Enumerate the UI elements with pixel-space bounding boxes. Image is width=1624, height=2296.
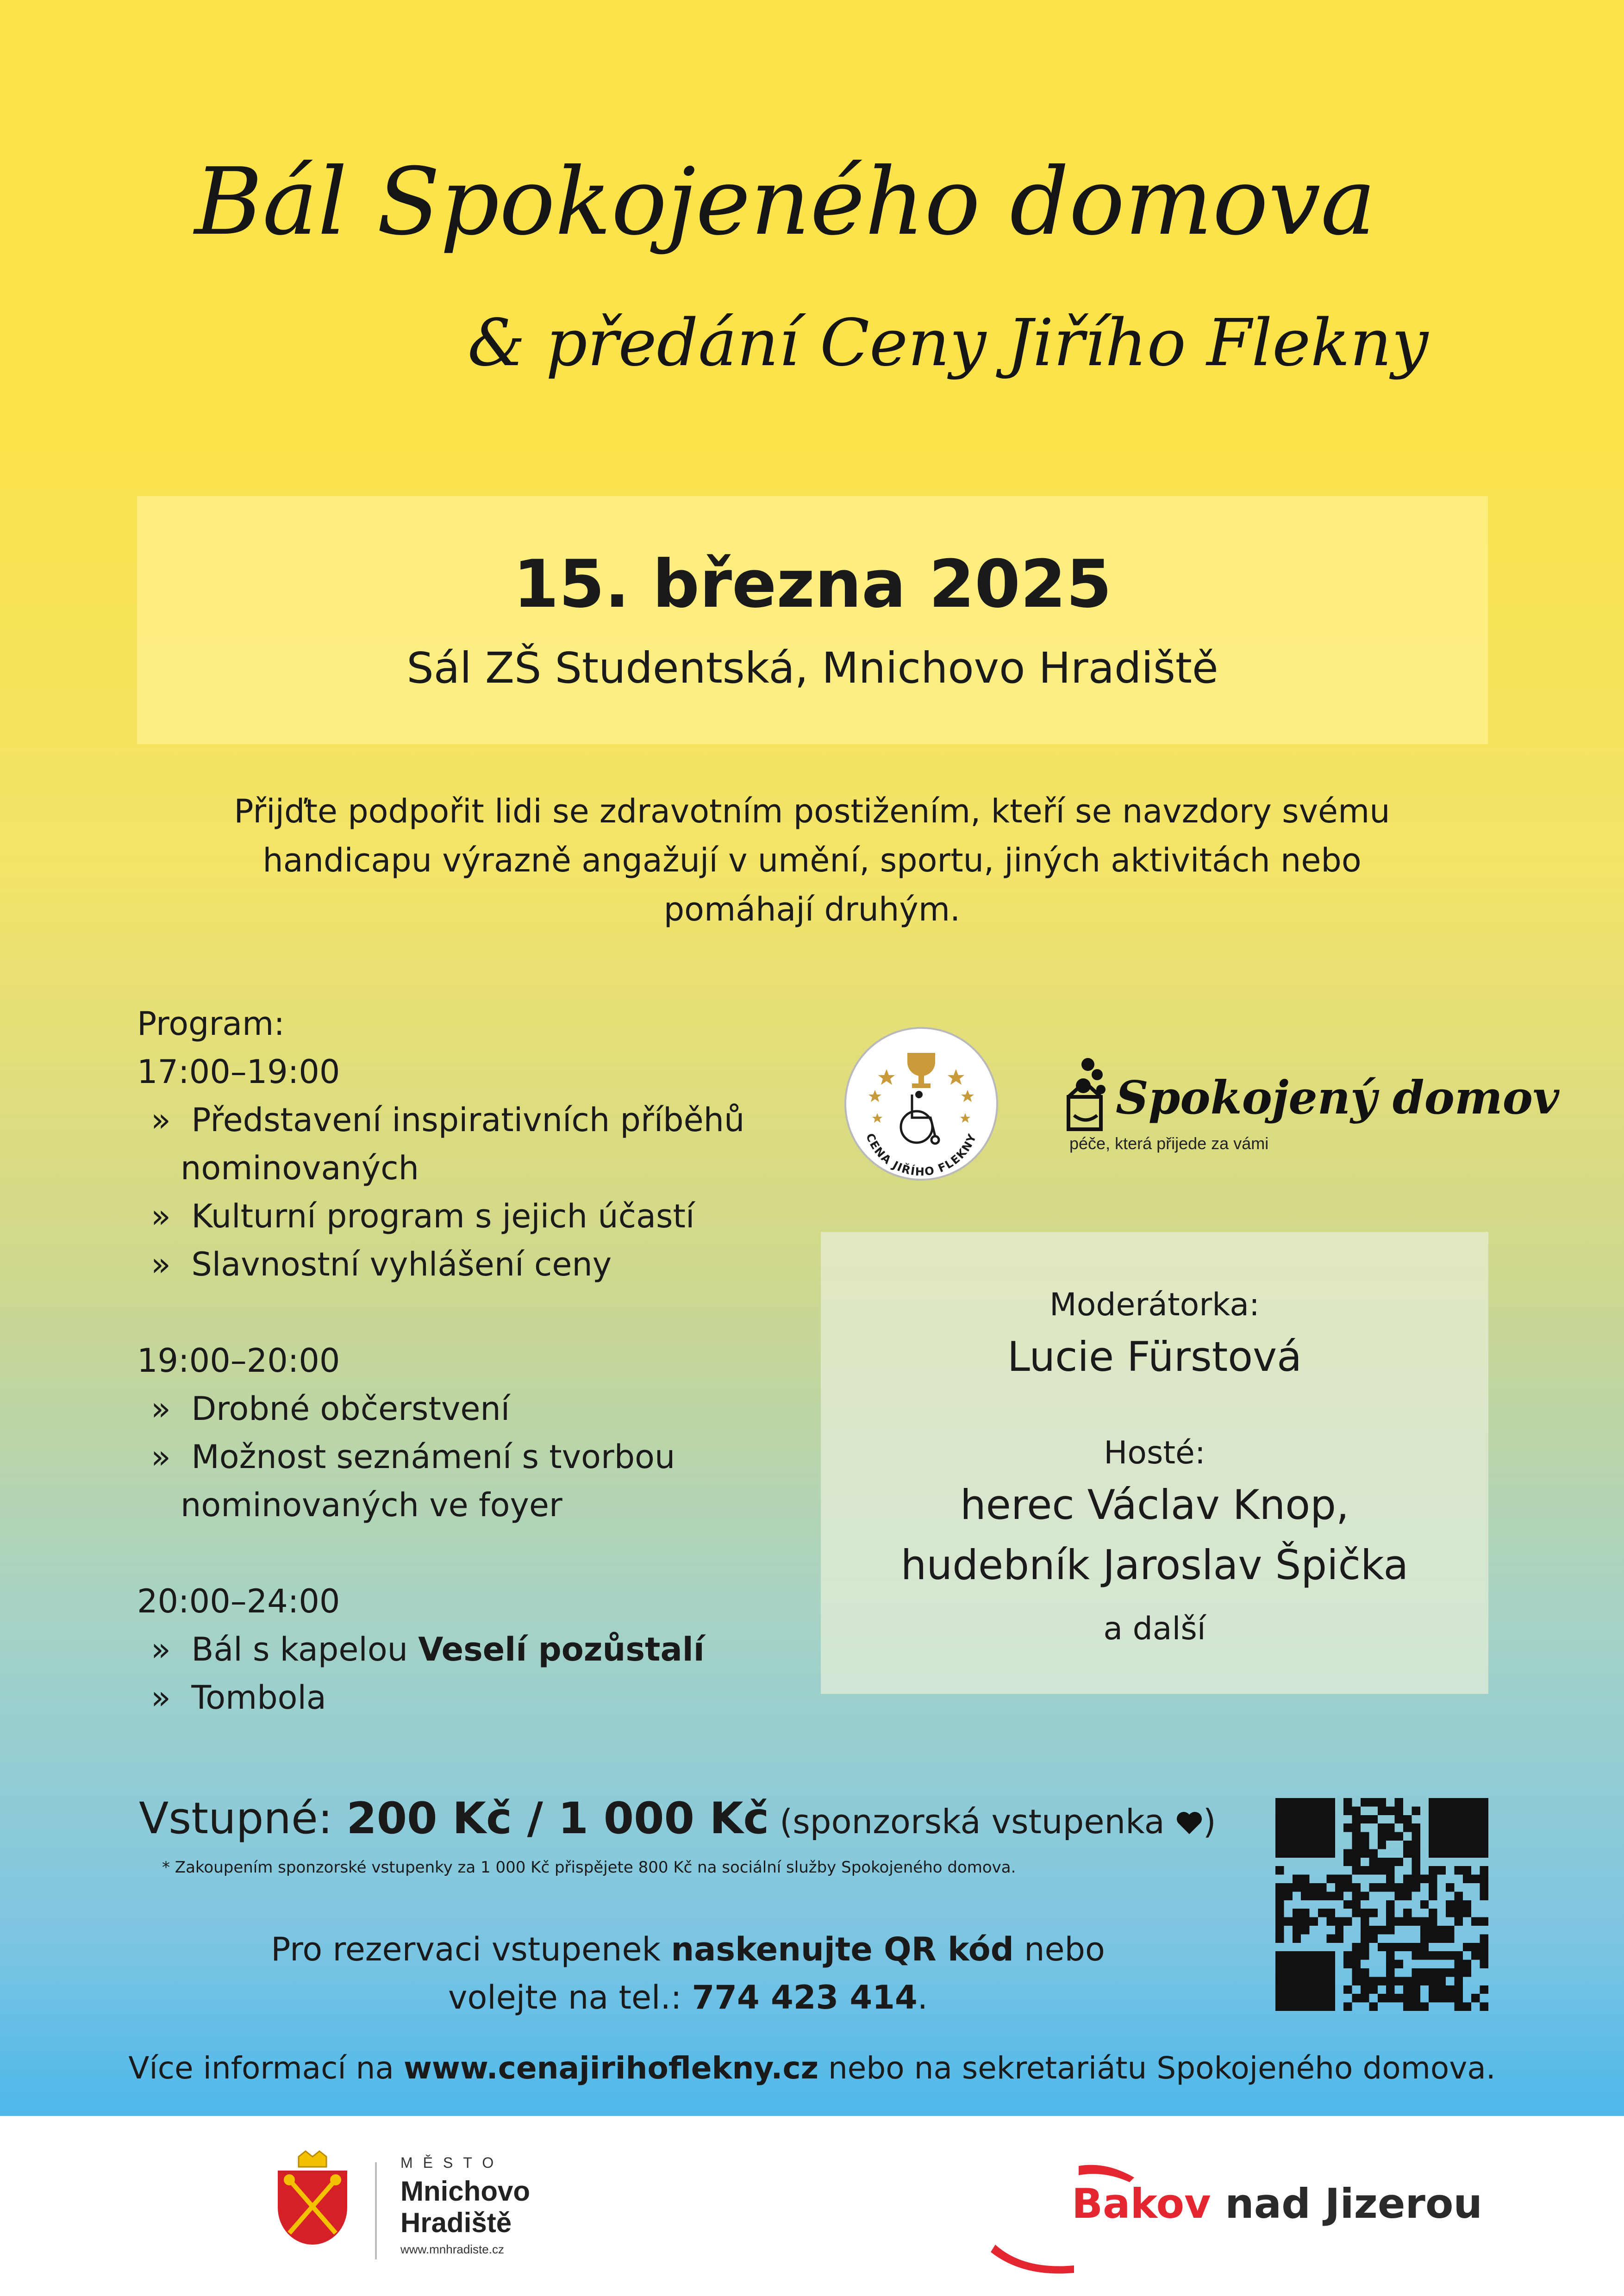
program-item: » Představení inspirativních příběhů — [151, 1101, 745, 1139]
poster-title: Bál Spokojeného domova — [194, 148, 1376, 256]
scan-qr-text: naskenujte QR kód — [671, 1930, 1014, 1968]
bullet: » — [151, 1197, 171, 1235]
mnhradiste-url: www.mnhradiste.cz — [400, 2242, 504, 2256]
heart-icon — [1175, 1810, 1203, 1835]
mnichovo-label: Mnichovo — [400, 2176, 530, 2207]
bullet: » — [151, 1390, 171, 1428]
intro-line: pomáhají druhým. — [663, 890, 961, 928]
ticket-footnote: * Zakoupením sponzorské vstupenky za 1 000 Kč přispějete 800 Kč na sociální služby Spokojeného domova. — [162, 1858, 1016, 1877]
phone-number[interactable]: 774 423 414 — [692, 1979, 918, 2016]
ticket-amounts: 200 Kč / 1 000 Kč — [346, 1793, 769, 1844]
moderator-label: Moderátorka: — [1049, 1287, 1260, 1323]
cena-logo-text: CENA JIŘÍHO FLEKNY — [863, 1131, 980, 1179]
event-venue: Sál ZŠ Studentská, Mnichovo Hradiště — [406, 643, 1218, 693]
intro-text — [194, 787, 1430, 934]
guest-1: herec Václav Knop, — [960, 1481, 1349, 1529]
guests-label: Hosté: — [1104, 1435, 1206, 1471]
program-item: » Tombola — [151, 1679, 326, 1717]
footer-divider — [375, 2162, 377, 2259]
program-item: » Drobné občerstvení — [151, 1390, 510, 1428]
bullet: » — [151, 1438, 171, 1476]
guests-more: a další — [1103, 1611, 1206, 1647]
bullet: » — [151, 1679, 171, 1717]
bullet: » — [151, 1630, 171, 1668]
program-item: » Možnost seznámení s tvorbou — [151, 1438, 675, 1476]
intro-line: Přijďte podpořit lidi se zdravotním postižením, kteří se navzdory svému — [234, 792, 1390, 830]
ticket-label: Vstupné: — [139, 1793, 347, 1844]
program-item-cont: nominovaných — [181, 1149, 419, 1187]
ticket-price: Vstupné: 200 Kč / 1 000 Kč (sponzorská vstupenka ) — [139, 1793, 1216, 1844]
bullet: » — [151, 1101, 171, 1139]
event-date: 15. března 2025 — [513, 546, 1112, 622]
band-name: Veselí pozůstalí — [418, 1630, 705, 1668]
program-time: 19:00–20:00 — [137, 1342, 340, 1380]
moderator-name: Lucie Fürstová — [1007, 1333, 1302, 1381]
ticket-note: (sponzorská vstupenka — [769, 1802, 1175, 1841]
poster-subtitle: & předání Ceny Jiřího Flekny — [468, 305, 1429, 381]
spokojeny-domov-name: Spokojený domov — [1116, 1071, 1559, 1125]
qr-code-icon[interactable] — [1275, 1798, 1488, 2011]
bullet: » — [151, 1245, 171, 1283]
program-item: » Bál s kapelou Veselí pozůstalí — [151, 1630, 705, 1668]
bakov-label — [1072, 2180, 1482, 2228]
website-link[interactable]: www.cenajirihoflekny.cz — [403, 2050, 818, 2086]
mesto-label: MĚSTO — [400, 2154, 504, 2171]
bakov-rest-words: nad Jizerou — [1211, 2180, 1483, 2228]
reservation-info: Pro rezervaci vstupenek naskenujte QR kód nebo volejte na tel.: 774 423 414. — [271, 1930, 1105, 2016]
spokojeny-domov-tagline: péče, která přijede za vámi — [1069, 1134, 1269, 1153]
program-time: 17:00–19:00 — [137, 1053, 340, 1091]
guest-2: hudebník Jaroslav Špička — [900, 1541, 1409, 1589]
cena-jiriho-flekny-logo — [843, 1025, 1000, 1182]
hradiste-label: Hradiště — [400, 2207, 512, 2238]
bakov-red-word: Bakov — [1072, 2180, 1211, 2228]
program-item: » Slavnostní vyhlášení ceny — [151, 1245, 612, 1283]
more-info: Více informací na www.cenajirihoflekny.cz nebo na sekretariátu Spokojeného domova. — [128, 2050, 1496, 2086]
program-item-cont: nominovaných ve foyer — [181, 1486, 562, 1524]
program — [137, 1000, 878, 1722]
mnichovo-hradiste-coat-of-arms-icon — [273, 2147, 352, 2254]
program-heading: Program: — [137, 1005, 285, 1043]
program-item: » Kulturní program s jejich účastí — [151, 1197, 695, 1235]
intro-line: handicapu výrazně angažují v umění, sportu, jiných aktivitách nebo — [262, 841, 1362, 879]
program-time: 20:00–24:00 — [137, 1582, 340, 1620]
